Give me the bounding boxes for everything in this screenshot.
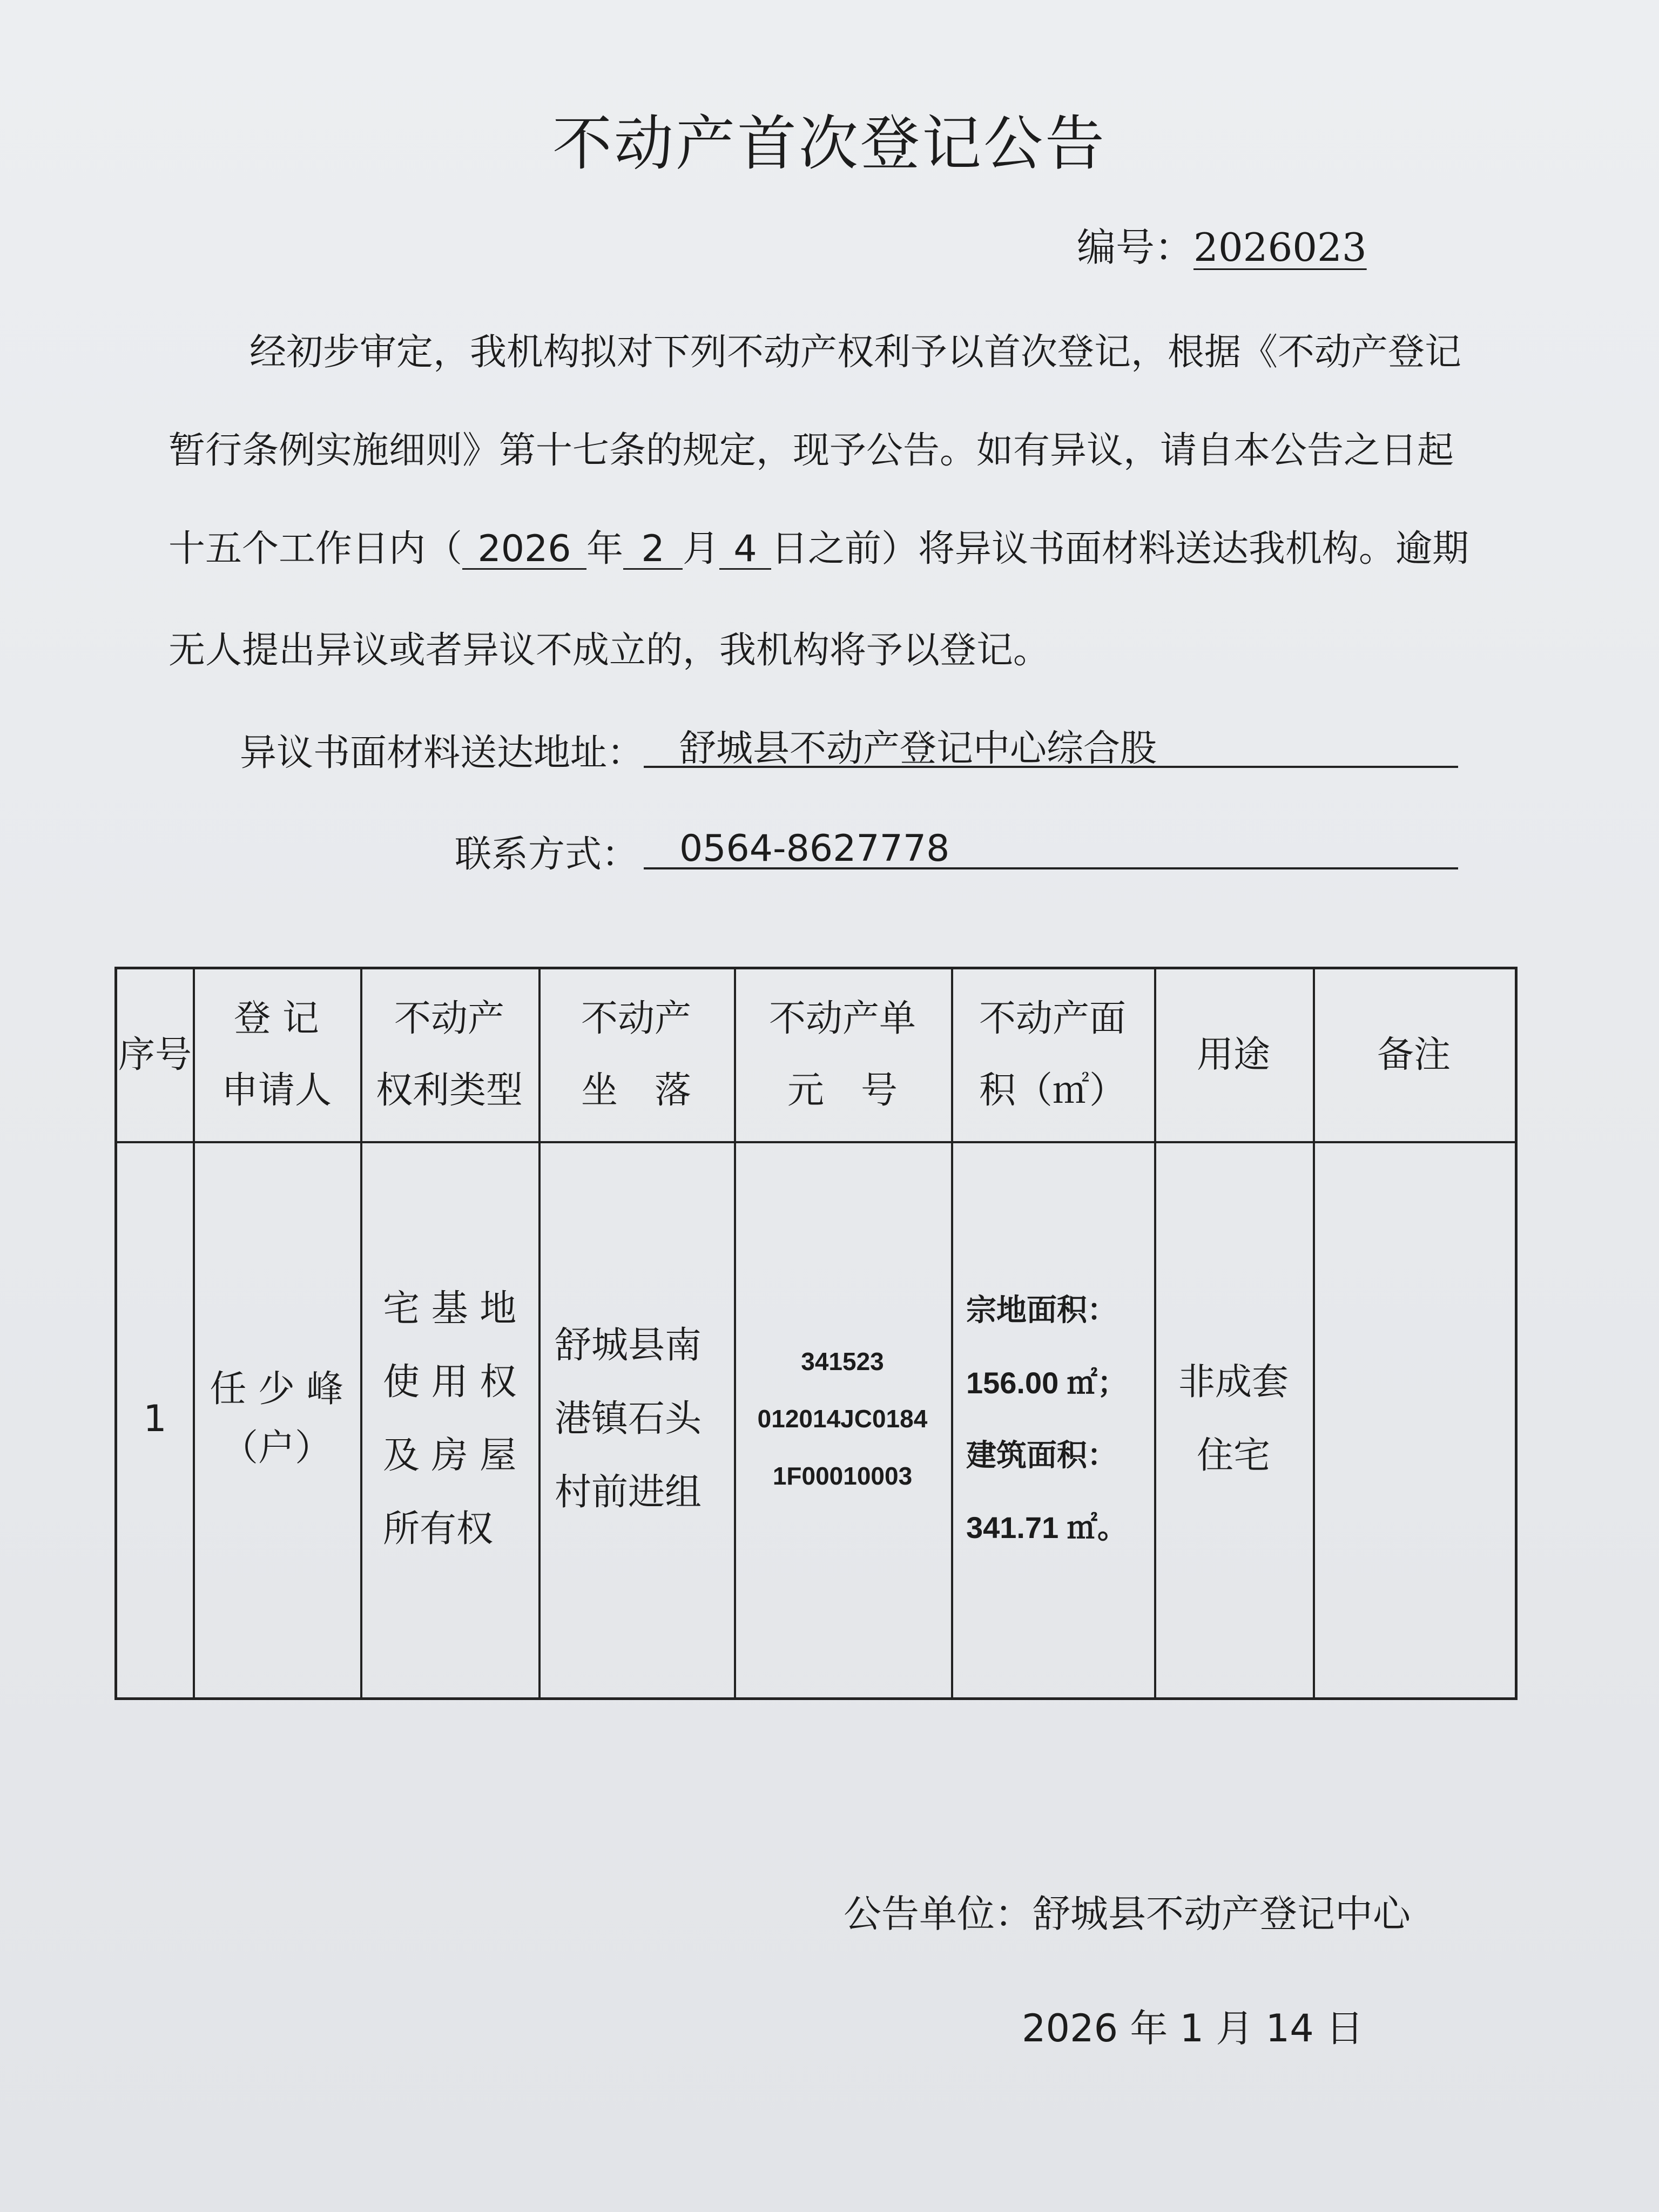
header-applicant [193, 969, 360, 1141]
row-unit-number [734, 1141, 951, 1697]
row-seq: 1 [143, 1397, 167, 1440]
address-underline [644, 766, 1458, 768]
row-area-line: 宗地面积： [966, 1293, 1117, 1327]
address-label: 异议书面材料送达地址： [240, 732, 644, 774]
body-line-3 [168, 520, 1469, 572]
body-line-1: 经初步审定，我机构拟对下列不动产权利予以首次登记，根据《不动产登记 [249, 331, 1462, 374]
row-location [538, 1141, 734, 1697]
document-number-value: 2026023 [1193, 225, 1367, 270]
header-applicant-line: 登 记 [234, 997, 319, 1041]
contact-field [455, 825, 638, 878]
contact-underline [644, 867, 1458, 869]
header-right-type-line: 不动产 [394, 997, 504, 1041]
body-line-2: 暂行条例实施细则》第十七条的规定，现予公告。如有异议，请自本公告之日起 [168, 429, 1454, 472]
row-right-type-line: 所有权 [383, 1508, 494, 1550]
header-usage: 用途 [1196, 1033, 1270, 1076]
header-area-line: 积（㎡） [979, 1069, 1126, 1112]
row-applicant [193, 1141, 360, 1697]
row-right-type-line: 宅 基 地 [383, 1287, 517, 1330]
registration-table [114, 967, 1518, 1700]
header-location-line: 坐 落 [581, 1069, 691, 1112]
row-unit-number-line: 1F00010003 [772, 1461, 913, 1490]
deadline-month: 2 [623, 530, 683, 570]
header-unit-number-line: 不动产单 [768, 997, 916, 1041]
header-remark: 备注 [1377, 1033, 1451, 1076]
row-location-line: 村前进组 [555, 1471, 702, 1514]
row-unit-number-line: 012014JC0184 [757, 1405, 928, 1433]
header-area-line: 不动产面 [979, 997, 1126, 1041]
row-location-line: 舒城县南 [555, 1324, 702, 1367]
header-right-type-line: 权利类型 [375, 1069, 523, 1112]
header-seq: 序号 [118, 1033, 192, 1076]
contact-value: 0564-8627778 [679, 827, 950, 870]
contact-label: 联系方式： [455, 833, 639, 876]
deadline-day: 4 [719, 530, 771, 570]
row-unit-number-line: 341523 [801, 1347, 884, 1376]
issue-date: 2026 年 1 月 14 日 [1022, 2006, 1364, 2051]
deadline-month-unit: 月 [683, 528, 720, 570]
header-right-type [360, 969, 538, 1141]
body-line-3-suffix: 日之前）将异议书面材料送达我机构。逾期 [771, 528, 1469, 570]
row-area-line: 建筑面积： [966, 1438, 1117, 1472]
notice-title: 不动产首次登记公告 [552, 109, 1107, 178]
row-area [951, 1141, 1154, 1697]
row-applicant-line: 任 少 峰 [210, 1368, 343, 1411]
document-number-label: 编号： [1077, 225, 1194, 270]
header-applicant-line: 申请人 [221, 1069, 332, 1112]
row-remark [1313, 1141, 1515, 1697]
row-applicant-line: （户） [221, 1427, 332, 1469]
row-usage-line: 非成套 [1178, 1361, 1289, 1404]
header-unit-number [734, 969, 951, 1141]
row-right-type [360, 1141, 538, 1697]
row-area-line: 341.71 ㎡。 [966, 1510, 1128, 1545]
header-location-line: 不动产 [581, 997, 691, 1041]
address-field [240, 724, 644, 776]
header-location [538, 969, 734, 1141]
deadline-year: 2026 [462, 530, 586, 570]
row-right-type-line: 及 房 屋 [383, 1434, 517, 1477]
row-right-type-line: 使 用 权 [383, 1361, 517, 1404]
header-area [951, 969, 1154, 1141]
document-number [1077, 216, 1367, 272]
header-unit-number-line: 元 号 [787, 1069, 898, 1112]
issuer: 公告单位：舒城县不动产登记中心 [844, 1892, 1411, 1936]
row-usage-line: 住宅 [1196, 1434, 1270, 1477]
row-location-line: 港镇石头 [555, 1398, 702, 1440]
body-line-4: 无人提出异议或者异议不成立的，我机构将予以登记。 [168, 629, 1050, 672]
address-value: 舒城县不动产登记中心综合股 [679, 727, 1157, 770]
row-usage [1154, 1141, 1313, 1697]
row-area-line: 156.00 ㎡； [966, 1365, 1128, 1400]
deadline-year-unit: 年 [586, 528, 624, 570]
body-line-3-prefix: 十五个工作日内（ [168, 528, 463, 570]
